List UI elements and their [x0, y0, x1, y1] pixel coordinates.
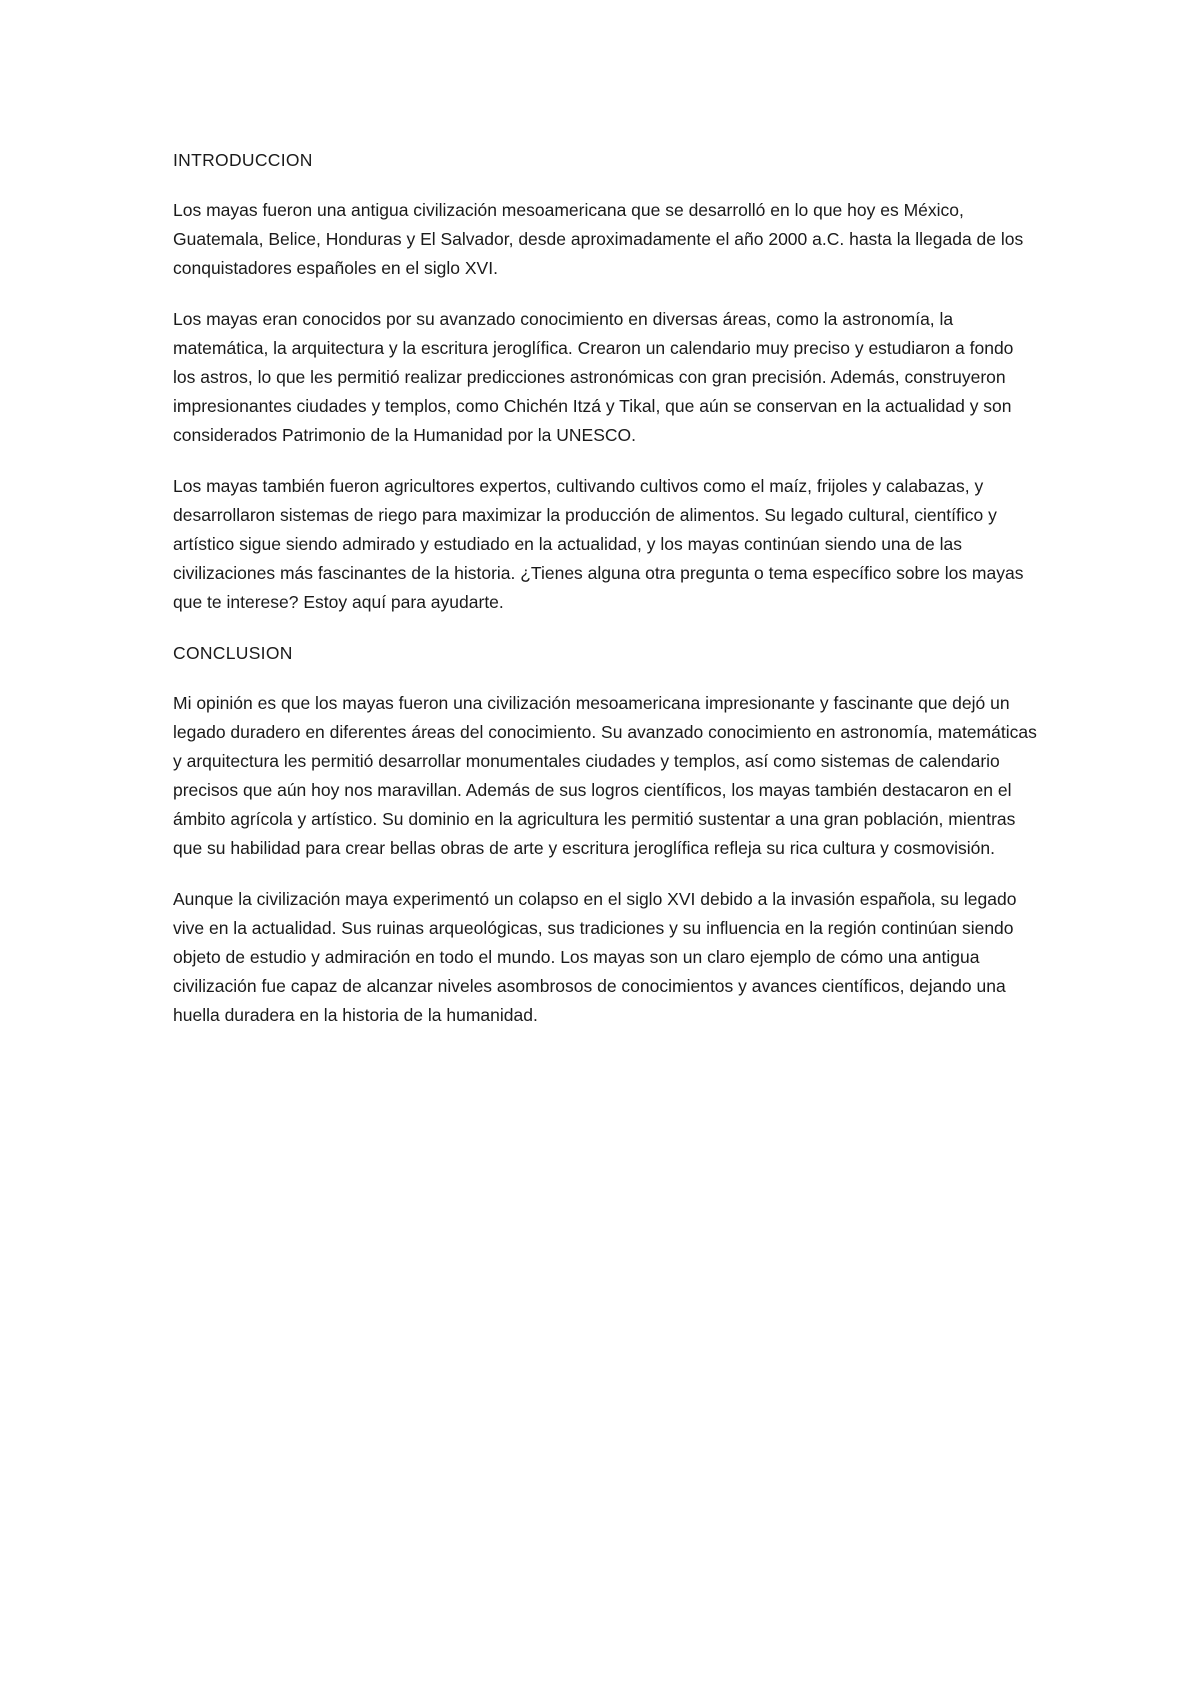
section-heading-introduccion: INTRODUCCION — [173, 150, 313, 170]
intro-paragraph-1: Los mayas fueron una antigua civilización mesoamericana que se desarrolló en lo que hoy es México, Guatemala, Belice, Honduras y El Salvador, desde aproximadamente el año 2000 a.C. hasta la llegada de los conquistadores españoles en el siglo XVI. — [173, 200, 1024, 278]
intro-paragraph-2: Los mayas eran conocidos por su avanzado conocimiento en diversas áreas, como la astronomía, la matemática, la arquitectura y la escritura jeroglífica. Crearon un calendario muy preciso y estudiaron a fondo los astros, lo que les permitió realizar predicciones astronómicas con gran precisión. Además, construyeron impresionantes ciudades y templos, como Chichén Itzá y Tikal, que aún se conservan en la actualidad y son considerados Patrimonio de la Humanidad por la UNESCO. — [173, 309, 1014, 445]
conclusion-paragraph-2: Aunque la civilización maya experimentó un colapso en el siglo XVI debido a la invasión española, su legado vive en la actualidad. Sus ruinas arqueológicas, sus tradiciones y su influencia en la región continúan siendo objeto de estudio y admiración en todo el mundo. Los mayas son un claro ejemplo de cómo una antigua civilización fue capaz de alcanzar niveles asombrosos de conocimientos y avances científicos, dejando una huella duradera en la historia de la humanidad. — [173, 889, 1017, 1025]
section-heading-conclusion: CONCLUSION — [173, 643, 293, 663]
conclusion-paragraph-1: Mi opinión es que los mayas fueron una civilización mesoamericana impresionante y fascinante que dejó un legado duradero en diferentes áreas del conocimiento. Su avanzado conocimiento en astronomía, matemáticas y arquitectura les permitió desarrollar monumentales ciudades y templos, así como sistemas de calendario precisos que aún hoy nos maravillan. Además de sus logros científicos, los mayas también destacaron en el ámbito agrícola y artístico. Su dominio en la agricultura les permitió sustentar a una gran población, mientras que su habilidad para crear bellas obras de arte y escritura jeroglífica refleja su rica cultura y cosmovisión. — [173, 693, 1037, 858]
intro-paragraph-3: Los mayas también fueron agricultores expertos, cultivando cultivos como el maíz, frijoles y calabazas, y desarrollaron sistemas de riego para maximizar la producción de alimentos. Su legado cultural, científico y artístico sigue siendo admirado y estudiado en la actualidad, y los mayas continúan siendo una de las civilizaciones más fascinantes de la historia. ¿Tienes alguna otra pregunta o tema específico sobre los mayas que te interese? Estoy aquí para ayudarte. — [173, 476, 1024, 612]
document-body — [173, 146, 1038, 1052]
